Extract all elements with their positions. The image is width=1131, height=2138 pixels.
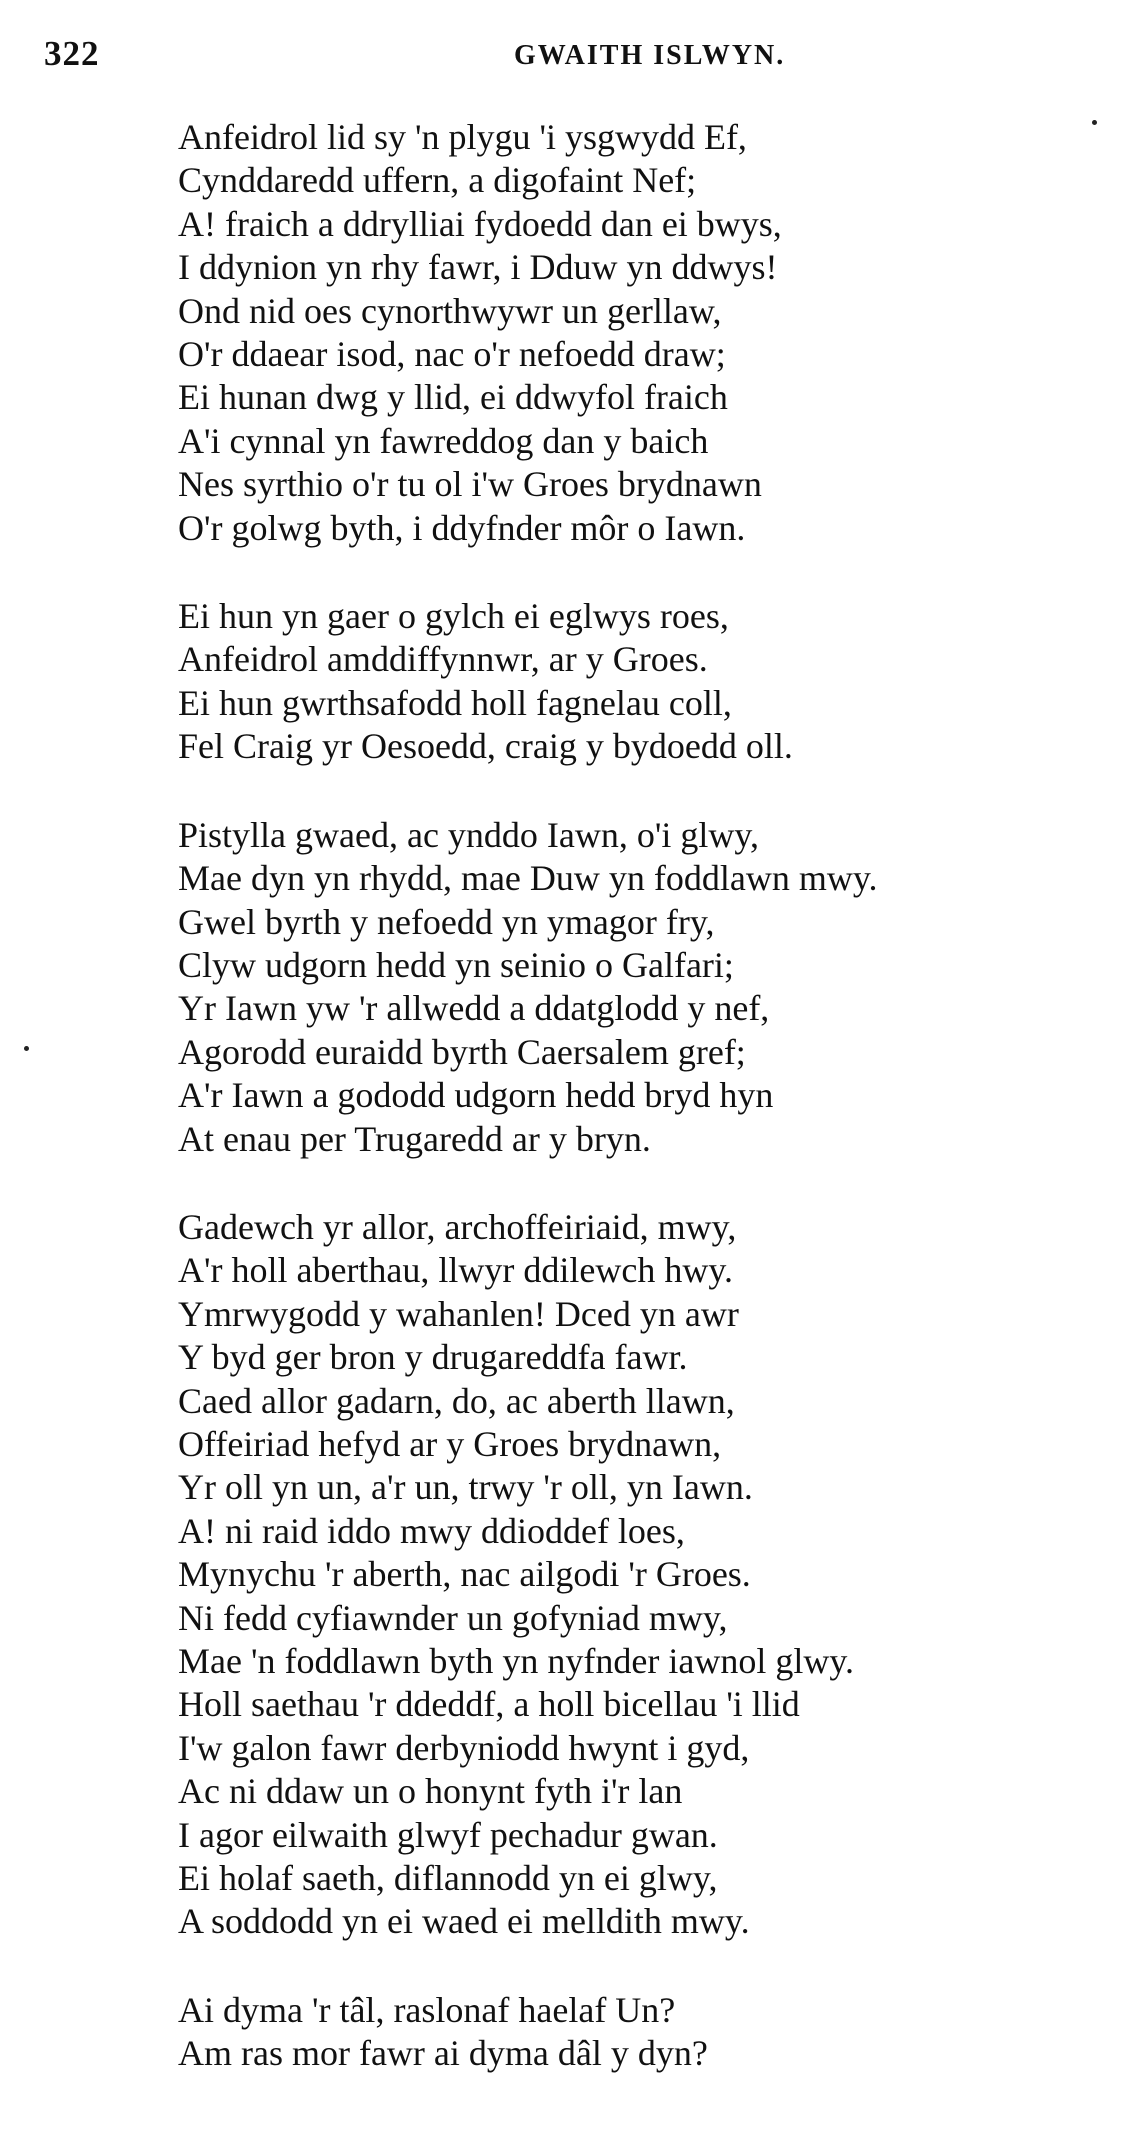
running-head: GWAITH ISLWYN.: [514, 40, 786, 71]
verse-line: Ac ni ddaw un o honynt fyth i'r lan: [178, 1771, 683, 1812]
verse-line: I ddynion yn rhy fawr, i Dduw yn ddwys!: [178, 247, 778, 288]
verse-line: O'r golwg byth, i ddyfnder môr o Iawn.: [178, 507, 746, 548]
verse-line: Anfeidrol lid sy 'n plygu 'i ysgwydd Ef,: [178, 117, 747, 157]
verse-line: Ai dyma 'r tâl, raslonaf haelaf Un?: [178, 1989, 676, 2030]
verse-line: A'r Iawn a gododd udgorn hedd bryd hyn: [178, 1075, 774, 1116]
verse-line: Mae 'n foddlawn byth yn nyfnder iawnol glwy.: [178, 1641, 855, 1681]
verse-line: A'r holl aberthau, llwyr ddilewch hwy.: [178, 1250, 734, 1291]
verse-line: I agor eilwaith glwyf pechadur gwan.: [178, 1814, 718, 1855]
verse-line: Nes syrthio o'r tu ol i'w Groes brydnawn: [178, 464, 762, 505]
verse-line: A! ni raid iddo mwy ddioddef loes,: [178, 1510, 685, 1551]
verse-line: A soddodd yn ei waed ei melldith mwy.: [178, 1901, 750, 1942]
page-number: 322: [44, 34, 100, 73]
verse-line: Anfeidrol amddiffynnwr, ar y Groes.: [178, 639, 708, 680]
verse-line: Cynddaredd uffern, a digofaint Nef;: [178, 160, 697, 201]
verse-line: A'i cynnal yn fawreddog dan y baich: [178, 420, 709, 461]
verse-line: Ymrwygodd y wahanlen! Dced yn awr: [178, 1293, 739, 1334]
verse-line: Clyw udgorn hedd yn seinio o Galfari;: [178, 944, 734, 985]
verse-line: Ei hunan dwg y llid, ei ddwyfol fraich: [178, 377, 728, 418]
page-header: [44, 34, 1044, 80]
verse-line: Ond nid oes cynorthwywr un gerllaw,: [178, 290, 722, 331]
verse-line: Ei hun gwrthsafodd holl fagnelau coll,: [178, 682, 732, 723]
verse-line: Ei hun yn gaer o gylch ei eglwys roes,: [178, 596, 729, 637]
verse-line: Offeiriad hefyd ar y Groes brydnawn,: [178, 1423, 722, 1464]
verse-line: I'w galon fawr derbyniodd hwynt i gyd,: [178, 1727, 750, 1768]
verse-line: Mae dyn yn rhydd, mae Duw yn foddlawn mwy.: [178, 858, 878, 899]
stanza-1: [178, 116, 1118, 550]
verse-line: Yr oll yn un, a'r un, trwy 'r oll, yn Iawn.: [178, 1467, 753, 1508]
verse-line: O'r ddaear isod, nac o'r nefoedd draw;: [178, 334, 726, 375]
verse-line: A! fraich a ddrylliai fydoedd dan ei bwys,: [178, 203, 782, 244]
stanza-4: [178, 1206, 1118, 1944]
verse-line: Gadewch yr allor, archoffeiriaid, mwy,: [178, 1206, 737, 1247]
verse-line: Holl saethau 'r ddeddf, a holl bicellau 'i llid: [178, 1684, 800, 1725]
verse-line: At enau per Trugaredd ar y bryn.: [178, 1118, 651, 1159]
verse-line: Yr Iawn yw 'r allwedd a ddatglodd y nef,: [178, 988, 770, 1029]
stanza-3: [178, 814, 1118, 1161]
verse-line: Ei holaf saeth, diflannodd yn ei glwy,: [178, 1858, 718, 1899]
verse-line: Fel Craig yr Oesoedd, craig y bydoedd oll.: [178, 726, 793, 767]
poem: [178, 116, 1118, 2121]
verse-line: Am ras mor fawr ai dyma dâl y dyn?: [178, 2033, 708, 2074]
verse-line: Pistylla gwaed, ac ynddo Iawn, o'i glwy,: [178, 814, 760, 855]
stanza-2: [178, 595, 1118, 769]
verse-line: Ni fedd cyfiawnder un gofyniad mwy,: [178, 1597, 728, 1638]
print-speck: [1092, 120, 1097, 125]
verse-line: Gwel byrth y nefoedd yn ymagor fry,: [178, 901, 715, 942]
print-speck: [24, 1046, 29, 1051]
verse-line: Mynychu 'r aberth, nac ailgodi 'r Groes.: [178, 1554, 751, 1595]
verse-line: Caed allor gadarn, do, ac aberth llawn,: [178, 1380, 735, 1421]
stanza-5: [178, 1989, 1118, 2076]
verse-line: Y byd ger bron y drugareddfa fawr.: [178, 1337, 688, 1378]
verse-line: Agorodd euraidd byrth Caersalem gref;: [178, 1031, 746, 1072]
